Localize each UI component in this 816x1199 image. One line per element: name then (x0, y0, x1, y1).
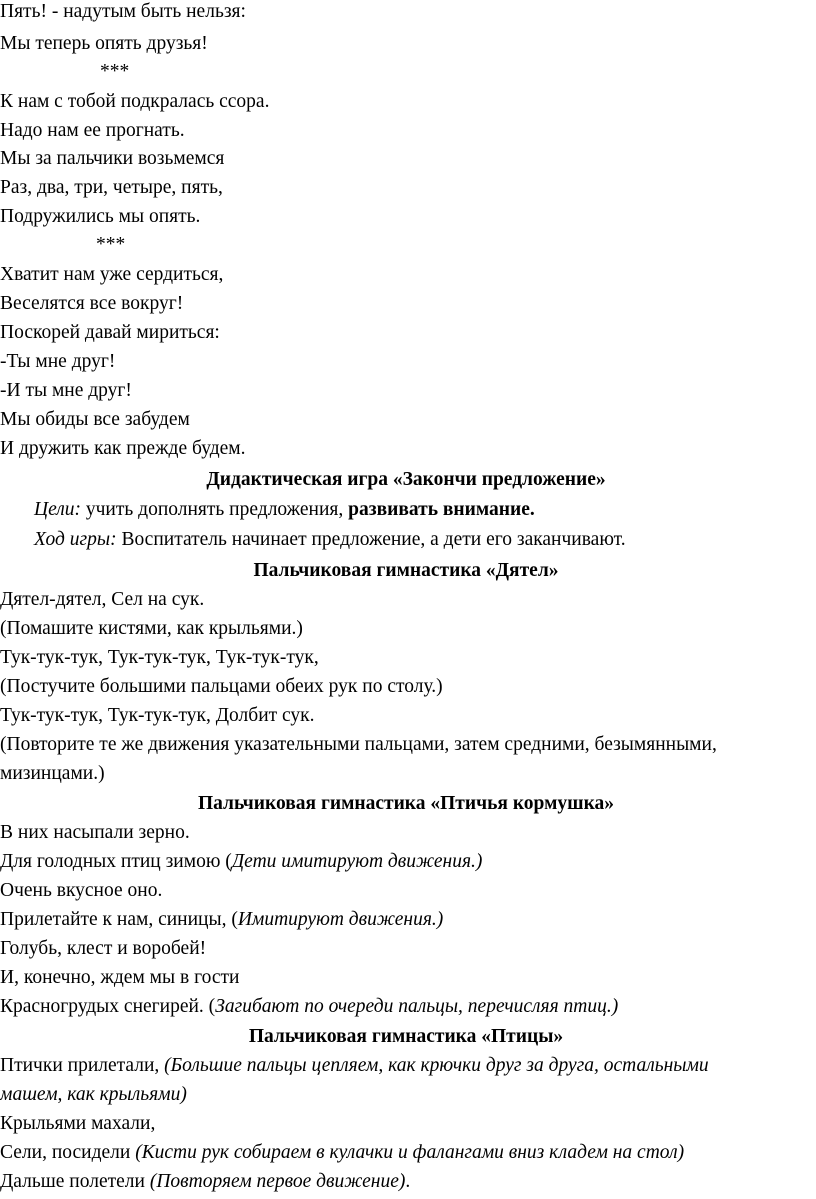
exercise-line: Дятел-дятел, Сел на сук. (0, 589, 205, 610)
poem-line: И дружить как прежде будем. (0, 438, 246, 459)
poem-line: Мы за пальчики возьмемся (0, 148, 225, 169)
goals-bold: развивать внимание. (348, 499, 535, 520)
poem-line: Поскорей давай мириться: (0, 322, 220, 343)
section-heading-woodpecker: Пальчиковая гимнастика «Дятел» (253, 560, 559, 581)
line-italic: машем, как крыльями) (0, 1084, 187, 1105)
exercise-line: В них насыпали зерно. (0, 822, 190, 843)
exercise-line (0, 1052, 812, 1080)
exercise-line: (Постучите большими пальцами обеих рук по столу.) (0, 676, 443, 697)
poem-line: Веселятся все вокруг! (0, 293, 184, 314)
course-text: Воспитатель начинает предложение, а дети его заканчивают. (116, 529, 626, 550)
goals-text: учить дополнять предложения, (81, 499, 349, 520)
line-italic: Имитируют движения.) (237, 909, 444, 930)
exercise-line: (Повторите те же движения указательными пальцами, затем средними, безымянными, (0, 734, 717, 755)
exercise-line: Очень вкусное оно. (0, 880, 163, 901)
line-text: Красногрудых снегирей. ( (0, 996, 216, 1017)
exercise-line (0, 848, 812, 876)
poem-line: Надо нам ее прогнать. (0, 120, 185, 141)
exercise-line: (Помашите кистями, как крыльями.) (0, 618, 303, 639)
stanza-separator: *** (96, 234, 126, 255)
poem-line: Мы теперь опять друзья! (0, 33, 208, 54)
poem-line: -Ты мне друг! (0, 351, 116, 372)
line-italic: (Большие пальцы цепляем, как крючки друг за друга, остальными (164, 1055, 709, 1076)
exercise-line: И, конечно, ждем мы в гости (0, 967, 240, 988)
stanza-separator: *** (100, 61, 130, 82)
course-label: Ход игры: (34, 529, 117, 550)
game-goals (34, 496, 812, 524)
game-course (34, 526, 812, 554)
poem-line: К нам с тобой подкралась ссора. (0, 91, 270, 112)
goals-label: Цели: (34, 499, 81, 520)
line-text: Для голодных птиц зимою ( (0, 851, 232, 872)
section-heading-birds: Пальчиковая гимнастика «Птицы» (248, 1026, 564, 1047)
exercise-line (0, 906, 812, 934)
exercise-line (0, 1139, 812, 1167)
section-heading-game: Дидактическая игра «Закончи предложение» (206, 469, 606, 490)
exercise-line: мизинцами.) (0, 763, 105, 784)
exercise-line (0, 993, 812, 1021)
exercise-line: Крыльями махали, (0, 1113, 156, 1134)
section-heading-feeder: Пальчиковая гимнастика «Птичья кормушка» (197, 793, 615, 814)
line-text: Птички прилетали, (0, 1055, 165, 1076)
line-end: . (405, 1171, 411, 1192)
line-italic: Дети имитируют движения.) (231, 851, 483, 872)
line-text: Дальше полетели (0, 1171, 150, 1192)
poem-line: -И ты мне друг! (0, 380, 132, 401)
poem-line: Подружились мы опять. (0, 206, 201, 227)
exercise-line (0, 1081, 812, 1109)
poem-line: Мы обиды все забудем (0, 409, 190, 430)
exercise-line: Тук-тук-тук, Тук-тук-тук, Тук-тук-тук, (0, 647, 319, 668)
line-italic: (Кисти рук собираем в кулачки и фалангами вниз кладем на стол) (135, 1142, 685, 1163)
poem-line: Раз, два, три, четыре, пять, (0, 177, 223, 198)
exercise-line: Голубь, клест и воробей! (0, 938, 207, 959)
poem-line: Пять! - надутым быть нельзя: (0, 1, 246, 22)
line-text: Прилетайте к нам, синицы, ( (0, 909, 238, 930)
line-text: Сели, посидели (0, 1142, 136, 1163)
line-italic: Загибают по очереди пальцы, перечисляя птиц.) (215, 996, 619, 1017)
exercise-line (0, 1168, 812, 1196)
poem-line: Хватит нам уже сердиться, (0, 264, 224, 285)
exercise-line: Тук-тук-тук, Тук-тук-тук, Долбит сук. (0, 705, 315, 726)
line-italic: (Повторяем первое движение) (149, 1171, 406, 1192)
